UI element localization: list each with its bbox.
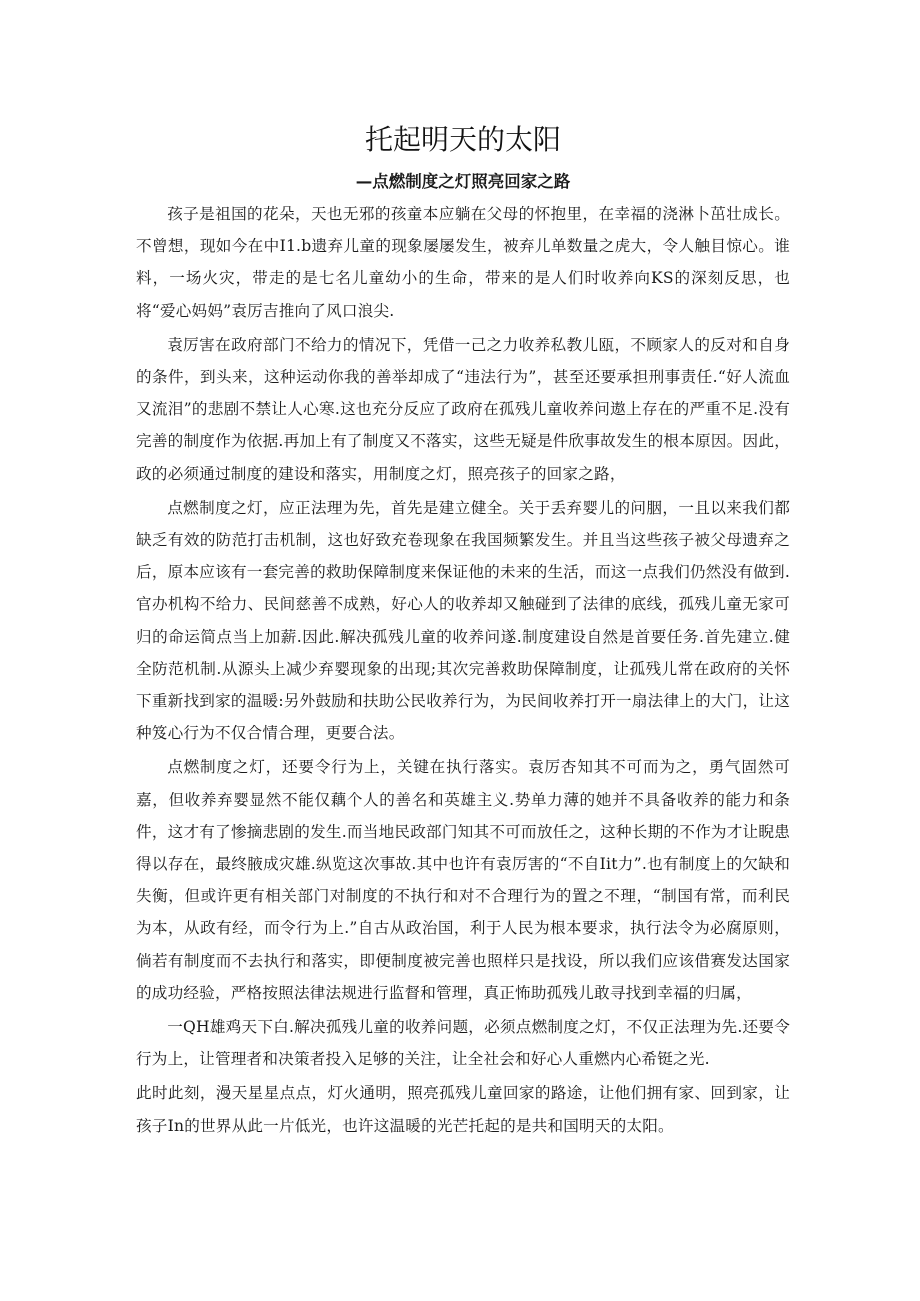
document-page	[136, 118, 790, 1144]
paragraph-3: 点燃制度之灯，应正法理为先，首先是建立健全。关于丢弃婴儿的问胭，一且以来我们都缺乏有效的防范打击机制，这也好致充卷现象在我国频繁发生。并且当这些孩子被父母遗弃之后，原本应该有一套完善的救助保障制度来保证他的未来的生活，而这一点我们仍然没有做到.官办机构不给力、民间慈善不成熟，好心人的收养却又触碰到了法律的底线，孤残儿童无家可归的命运简点当上加薪.因此.解决孤残儿童的收养问遂.制度建设自然是首要任务.首先建立.健全防范机制.从源头上减少弃婴现象的出现;其次完善救助保障制度，让孤残儿常在政府的关怀下重新找到家的温暖:另外鼓励和扶助公民收养行为，为民间收养打开一扇法律上的大门，让这种笈心行为不仅合情合理，更要合法。	[136, 498, 790, 743]
paragraph-1: 孩子是祖国的花朵，天也无邪的孩童本应躺在父母的怀抱里，在幸福的浇淋卜茁壮成长。不曾想，现如今在中I1.b遗弃儿童的现象屡屡发生，被弃儿单数量之虎大，令人触目惊心。谁料，一场火灾，带走的是七名儿童幼小的生命，带来的是人们时收养向KS的深刻反思，也将“爱心妈妈”袁厉吉推向了风口浪尖.	[136, 205, 790, 320]
paragraph-6: 此时此刻，漫天星星点点，灯火通明，照亮孤残儿童回家的路途，让他们拥有家、回到家，让孩子In的世界从此一片低光，也许这温暖的光芒托起的是共和国明天的太阳。	[136, 1084, 790, 1135]
paragraph-2: 袁厉害在政府部门不给力的情况下，凭借一己之力收养私教儿瓯，不顾家人的反对和自身的条件，到头来，这种运动你我的善举却成了“违法行为”，甚至还要承担刑事责任.“好人流血又流泪”的悲剧不禁让人心寒.这也充分反应了政府在孤残儿童收养问遨上存在的严重不足.没有完善的制度作为依据.再加上有了制度又不落实，这些无疑是件欣事故发生的根本原因。因此，政的必须通过制度的建设和落实，用制度之灯，照亮孩子的回家之路，	[136, 335, 790, 483]
document-title: 托起明天的太阳	[364, 123, 561, 156]
paragraph-4: 点燃制度之灯，还要令行为上，关键在执行落实。袁厉杏知其不可而为之，勇气固然可嘉，但收养弃婴显然不能仅藕个人的善名和英雄主义.势单力薄的她并不具备收养的能力和条件，这才有了惨摘悲剧的发生.而当地民政部门知其不可而放任之，这种长期的不作为才让睨患得以存在，最终腋成灾雄.纵览这次事故.其中也许有袁厉害的“不自Iit力”.也有制度上的欠缺和失衡，但或许更有相关部门对制度的不执行和对不合理行为的置之不理，“制国有常，而利民为本，从政有经，而令行为上.”自古从政治国，利于人民为根本要求，执行法令为必腐原则，倘若有制度而不去执行和落实，即便制度被完善也照样只是找设，所以我们应该借赛发达国家的成功经验，严格按照法律法规进行监督和管理，真正怖助孤残儿敢寻找到幸福的归属，	[136, 758, 790, 1002]
paragraph-5: 一QH雄鸡天下白.解决孤残儿童的收养问题，必须点燃制度之灯，不仅正法理为先.还要令行为上，让管理者和决策者投入足够的关注，让全社会和好心人重燃内心希铤之光.	[136, 1018, 790, 1069]
document-body	[136, 198, 790, 1142]
document-subtitle: —点燃制度之灯照亮回家之路	[355, 172, 571, 191]
